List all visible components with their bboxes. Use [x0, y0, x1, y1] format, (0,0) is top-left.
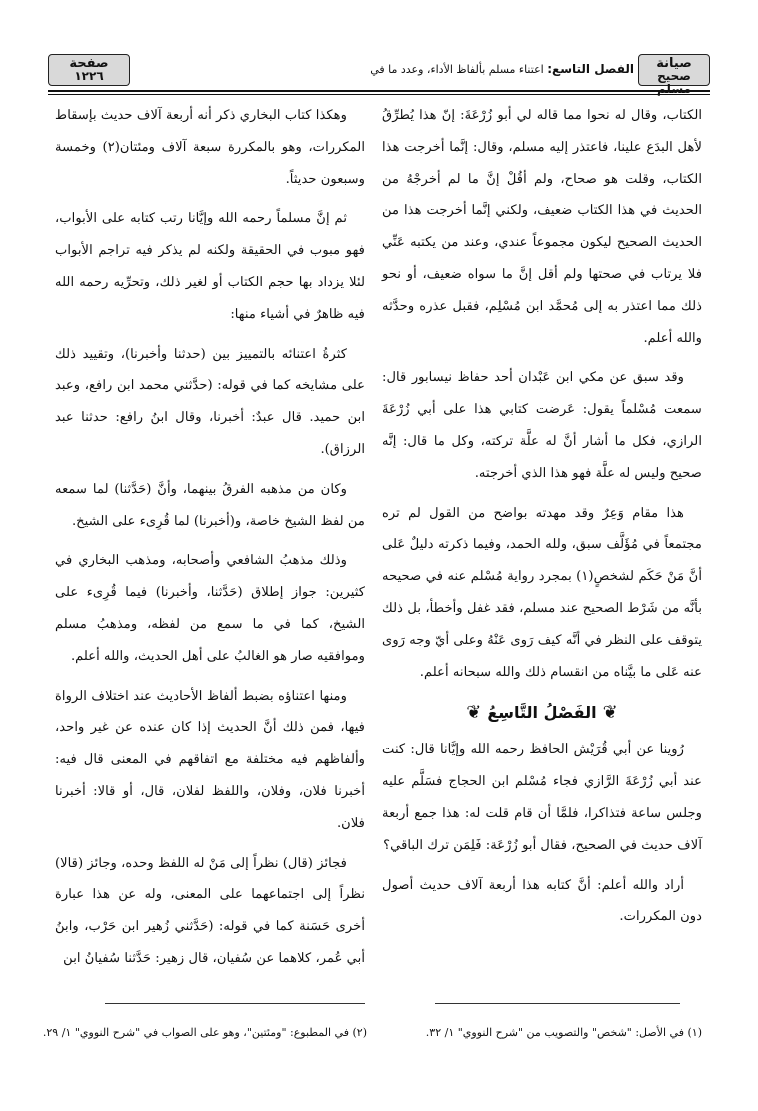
footnote-2: (٢) في المطبوع: "ومئتين"، وهو على الصواب في "شرح النووي" ١/ ٢٩.	[42, 1026, 367, 1039]
running-head-subtitle: اعتناء مسلم بألفاظ الأداء، وعدد ما في	[370, 63, 544, 76]
chapter-heading-text: الفَصْلُ التَّاسِعُ	[487, 703, 597, 723]
paragraph: كثرةُ اعتنائه بالتمييز بين (حدثنا وأخبرنا)، وتقييد ذلك على مشايخه كما في قوله: (حدَّثني محمد ابن رافع، وعبد ابن حميد. قال عبدٌ: أخبرنا، وقال ابنُ رافع: حدثنا عبد الرزاق).	[55, 346, 365, 457]
footnote-1: (١) في الأصل: "شخص" والتصويب من "شرح النووي" ١/ ٣٢.	[425, 1026, 702, 1039]
paragraph: أراد والله أعلم: أنَّ كتابه هذا أربعة آلاف حديث أصول دون المكررات.	[382, 877, 702, 925]
chapter-heading	[382, 698, 702, 728]
footnote-rule	[435, 1003, 680, 1004]
header-rule-thin	[48, 94, 710, 95]
paragraph: وكان من مذهبه الفرقُ بينهما، وأنَّ (حَدَّثنا) لما سمعه من لفظ الشيخ خاصة، و(أخبرنا) لما قُرِىء على الشيخ.	[55, 481, 365, 529]
paragraph: الكتاب، وقال له نحوا مما قاله لي أبو زُرْعَةَ: إنّ هذا يُطرِّقُ لأهل البدَع علينا، فاعتذر إليه مسلم، وقال: إنَّما أخرجت هذا الكتاب، وقلت هو صحاح، ولم أقُلْ إنَّ ما لم أخرجْهُ من الحديث في هذا الكتاب ضعيف، ولكني إنَّما أخرجت هذا من الحديث الصحيح ليكون مجموعاً عندي، وعند من يكتبه عَنِّي فلا يرتاب في صحتها ولم أقل إنَّ ما سواه ضعيف، أو نحو ذلك مما اعتذر به إلى مُحمَّد ابن مُسْلِم، فقبل عذره وحدَّثه والله أعلم.	[382, 108, 702, 346]
header-rule	[48, 90, 710, 92]
book-title-line1: صيانة	[656, 56, 692, 71]
paragraph: فجائز (قال) نظراً إلى مَنْ له اللفظ وحده، وجائز (قالا) نظراً إلى اجتماعهما على المعنى، وله عن هذا عبارة أخرى حَسَنة كما في قوله: (حَدَّثني زُهير ابن حَرْب، وابنُ أبي عُمر، كلاهما عن سُفيان، قال زهير: حَدَّثنا سُفيانُ ابن	[55, 855, 365, 966]
paragraph: ومنها اعتناؤه بضبط ألفاظ الأحاديث عند اختلاف الرواة فيها، فمن ذلك أنَّ الحديث إذا كان عنده عن غير واحد، وألفاظهم فيه مختلفة مع اتفاقهم في المعنى قال فيه: أخبرنا فلان، وفلان، واللفظ لفلان، قال، أو قالا: أخبرنا فلان.	[55, 688, 365, 831]
page-header	[48, 54, 710, 96]
paragraph: وقد سبق عن مكي ابن عَبْدان أحد حفاظ نيسابور قال: سمعت مُسْلماً يقول: عَرضت كتابي هذا على أبي زُرْعَةَ الرازي، فكل ما أشار أنَّ له علَّة تركته، وكل ما قال: إنَّه صحيح وليس له علَّة فهو هذا الذي أخرجته.	[382, 370, 702, 481]
footnote-rule	[105, 1003, 365, 1004]
ornament-icon: ❦	[466, 702, 482, 724]
paragraph: وذلك مذهبُ الشافعي وأصحابه، ومذهب البخاري في كثيرين: جواز إطلاق (حَدَّثنا، وأخبرنا) فيما قُرِىء على الشيخ، كما في ما سمع من لفظه، ومذهبُ مسلم وموافقيه صار هو الغالبُ على أهل الحديث، والله أعلم.	[55, 553, 365, 664]
paragraph: ثم إنَّ مسلماً رحمه الله وإيَّانا رتب كتابه على الأبواب، فهو مبوب في الحقيقة ولكنه لم يذكر فيه تراجم الأبواب لئلا يزداد بها حجم الكتاب أو لغير ذلك، وتحرِّيه رحمه الله فيه ظاهرٌ في أشياء منها:	[55, 211, 365, 322]
paragraph: وهكذا كتاب البخاري ذكر أنه أربعة آلاف حديث بإسقاط المكررات، وهو بالمكررة سبعة آلاف ومئتان(٢) وخمسة وسبعون حديثاً.	[55, 108, 365, 187]
paragraph: رُوينا عن أبي قُرَيْش الحافظ رحمه الله وإيَّانا قال: كنت عند أبي زُرْعَةَ الرَّازي فجاء مُسْلم ابن الحجاج فسَلَّم عليه وجلس ساعة فتذاكرا، فلمَّا أن قام قلت له: هذا جمع أربعة آلاف حديث في الصحيح، فقال أبو زُرْعَة: فَلِمَن ترك الباقي؟	[382, 742, 702, 853]
book-title-box	[638, 54, 710, 96]
book-title-line2: صحيح مسلم	[657, 69, 691, 96]
right-column	[382, 100, 702, 941]
running-head	[134, 58, 634, 80]
paragraph: هذا مقام وَعِرٌ وقد مهدته بواضح من القول لم تره مجتمعاً في مُؤَلَّف سبق، ولله الحمد، وفيما ذكرته دليلٌ عَلى أنَّ مَنْ حَكَم لشخصٍ(١) بمجرد رواية مُسْلم عنه في صحيحه بأنَّه من شَرْط الصحيح عند مسلم، فقد غفل وأخطأ، بل ذلك يتوقف على النظر في أنَّه كيف رَوى عَنْهُ وعلى أيّ وجه رَوى عنه عَلى ما بيَّناه من انقسام ذلك والله سبحانه أعلم.	[382, 505, 702, 680]
ornament-icon: ❦	[602, 702, 618, 724]
running-head-chapter: الفصل التاسع:	[547, 62, 634, 76]
page-number: ١٢٢٦	[74, 69, 104, 83]
page-number-box	[48, 54, 130, 86]
page-label: صفحة	[69, 56, 109, 71]
left-column	[55, 100, 365, 983]
